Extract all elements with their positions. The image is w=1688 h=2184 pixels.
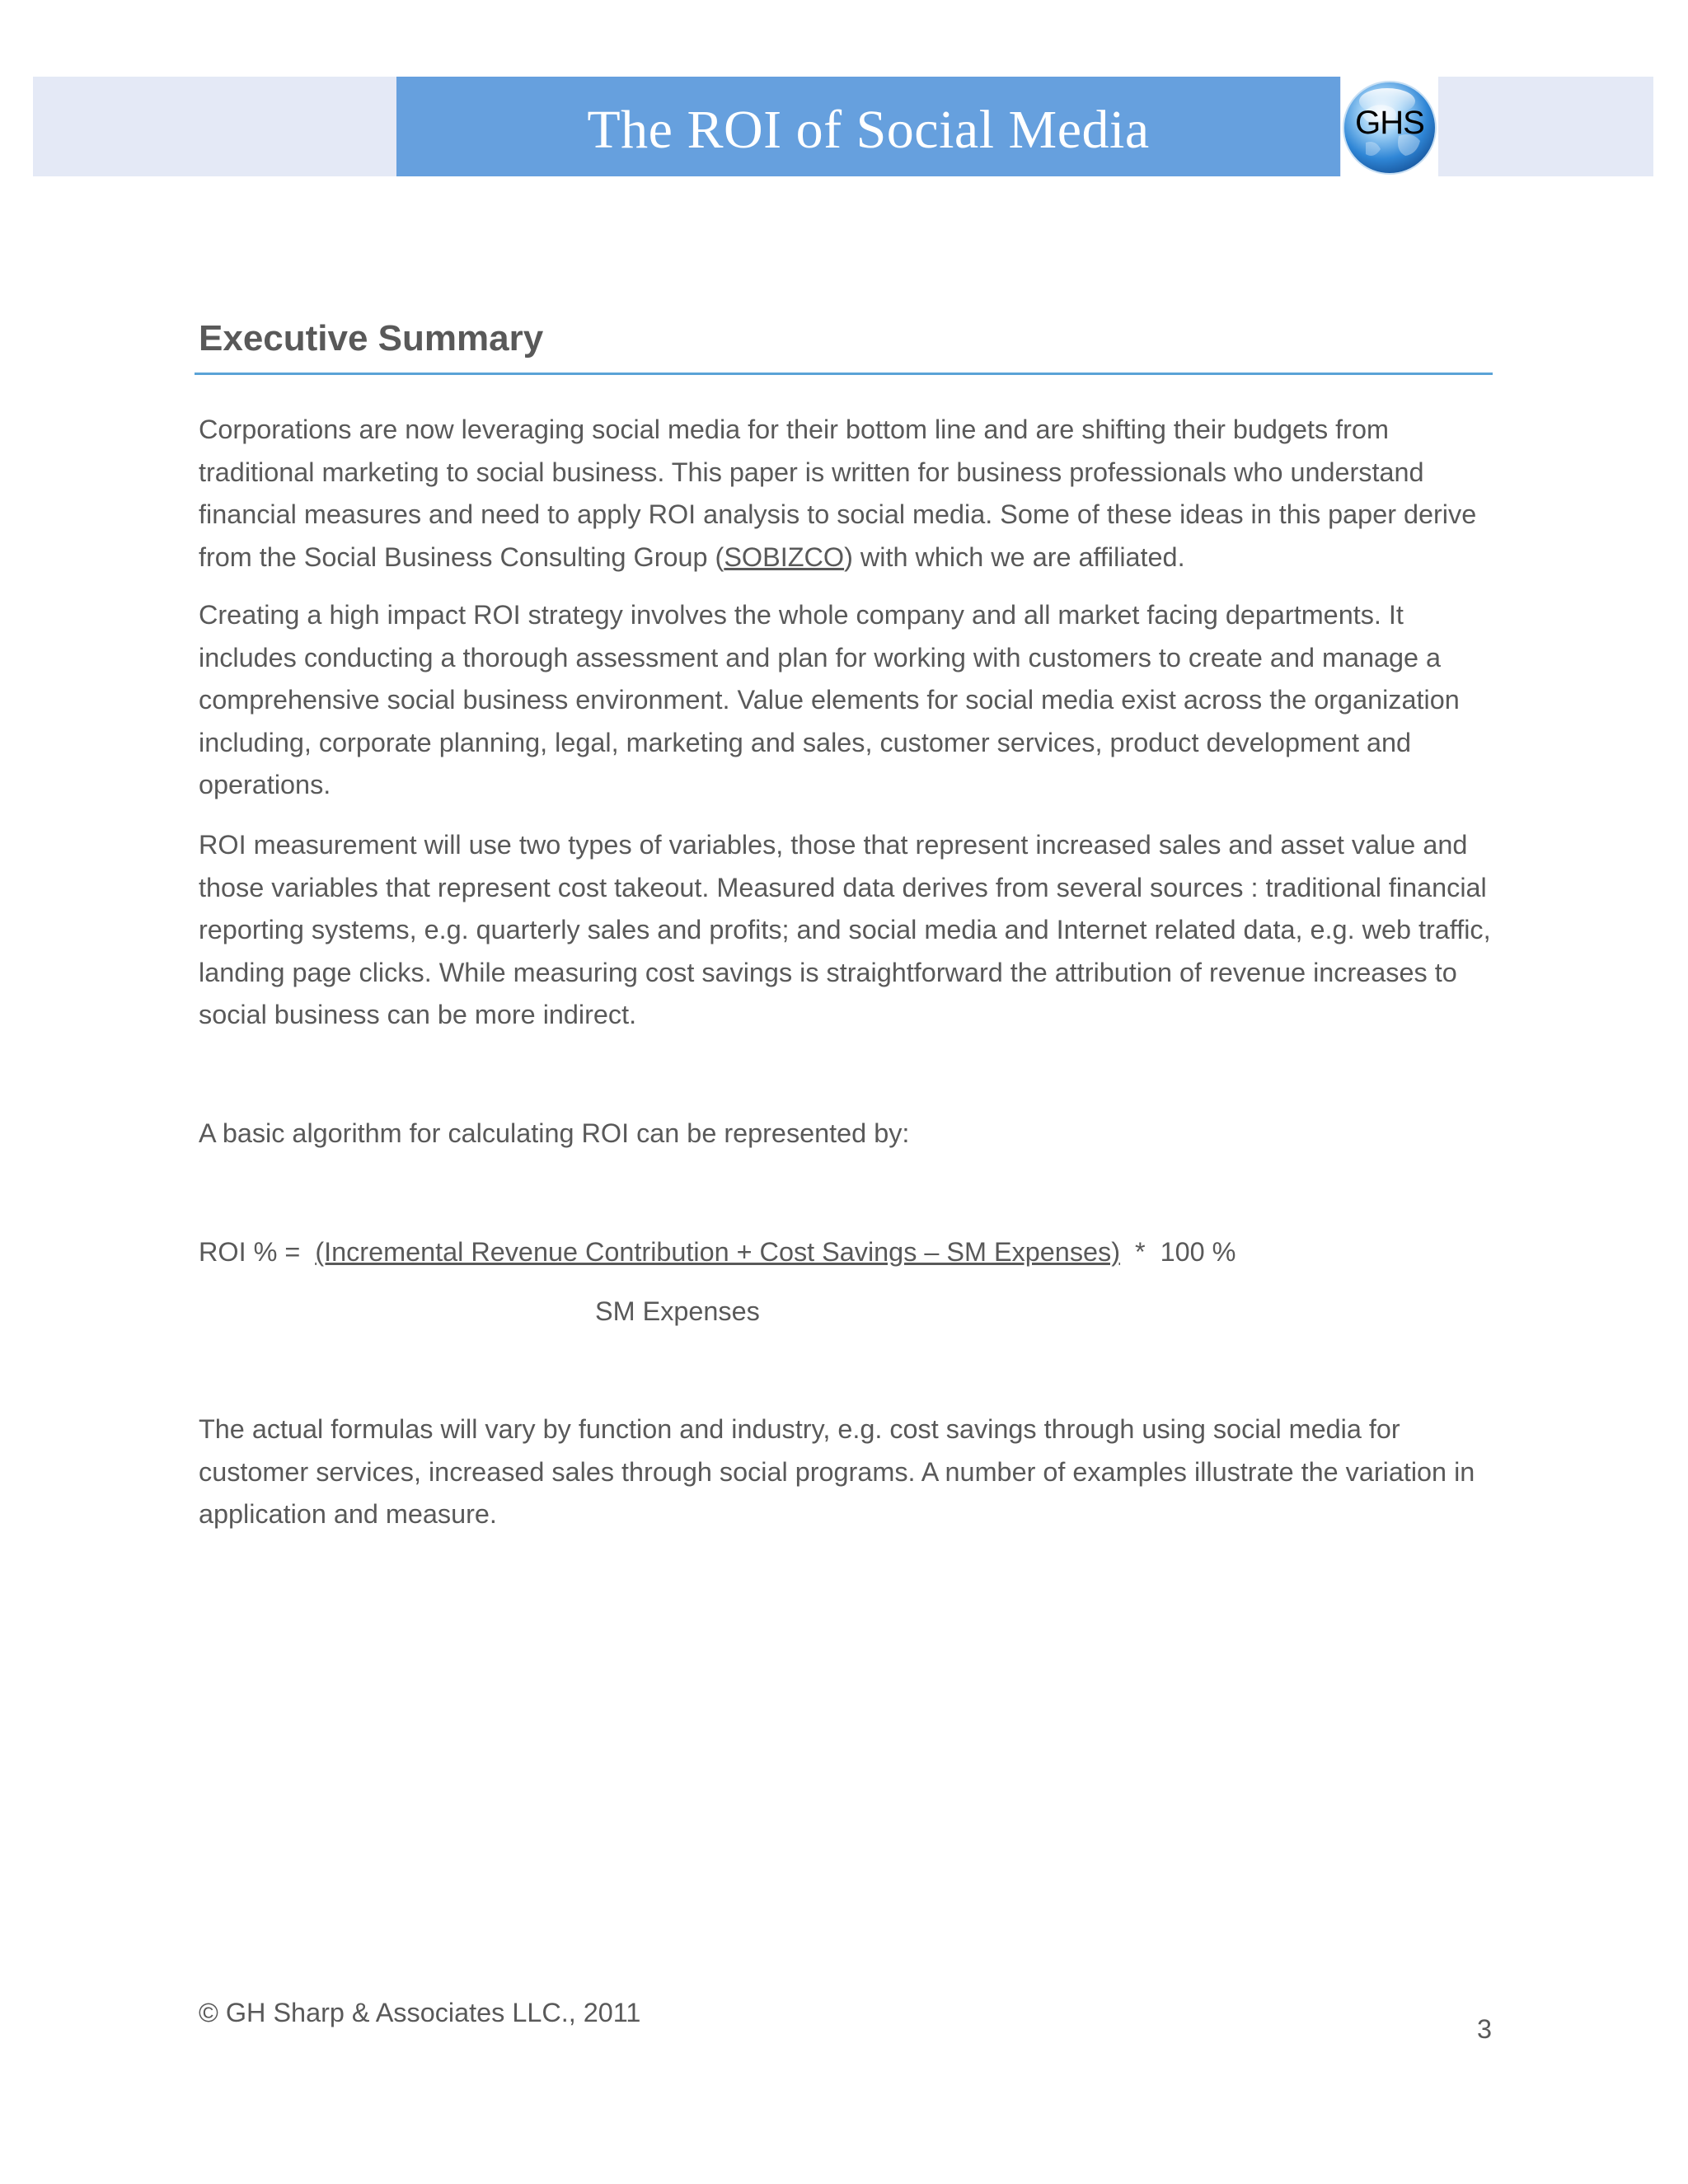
- paragraph-algorithm-intro: A basic algorithm for calculating ROI can be represented by:: [199, 1118, 910, 1148]
- paragraph-intro: [199, 409, 1493, 579]
- formula-numerator: (Incremental Revenue Contribution + Cost Savings – SM Expenses): [315, 1237, 1121, 1267]
- document-title: The ROI of Social Media: [587, 99, 1150, 160]
- header-title-box: [396, 77, 1340, 176]
- paragraph-measurement: ROI measurement will use two types of variables, those that represent increased sales and asset value and those variables that represent cost takeout. Measured data derives from several sources : traditional financial reporting systems, e.g. quarterly sales and profits; and social media and Internet related data, e.g. web traffic, landing page clicks. While measuring cost savings is straightforward the attribution of revenue increases to social business can be more indirect.: [199, 830, 1491, 1029]
- formula-denominator: SM Expenses: [595, 1296, 760, 1326]
- footer-copyright: © GH Sharp & Associates LLC., 2011: [199, 1998, 641, 2027]
- sobizco-link[interactable]: SOBIZCO: [724, 541, 845, 572]
- roi-formula: [199, 1231, 1236, 1274]
- formula-lhs: ROI % =: [199, 1237, 316, 1267]
- ghs-globe-logo: [1341, 77, 1438, 176]
- paragraph-formula-variation: The actual formulas will vary by function and industry, e.g. cost savings through using social media for customer services, increased sales through social programs. A number of examples illustrate the variation in application and measure.: [199, 1414, 1475, 1529]
- formula-multiplier: * 100 %: [1120, 1237, 1236, 1267]
- section-heading: Executive Summary: [199, 318, 544, 359]
- paragraph-intro-tail: ) with which we are affiliated.: [844, 541, 1185, 572]
- heading-divider: [195, 373, 1493, 375]
- logo-text: GHS: [1355, 105, 1424, 141]
- page-number: 3: [1476, 2014, 1492, 2044]
- paragraph-intro-text: Corporations are now leveraging social media for their bottom line and are shifting their budgets from traditional marketing to social business. This paper is written for business professionals who understand financial measures and need to apply ROI analysis to social media. Some of these ideas in this paper derive from the Social Business Consulting Group (: [199, 415, 1477, 572]
- paragraph-strategy: Creating a high impact ROI strategy involves the whole company and all market facing departments. It includes conducting a thorough assessment and plan for working with customers to create and manage a comprehensive social business environment. Value elements for social media exist across the organization including, corporate planning, legal, marketing and sales, customer services, product development and operations.: [199, 600, 1460, 799]
